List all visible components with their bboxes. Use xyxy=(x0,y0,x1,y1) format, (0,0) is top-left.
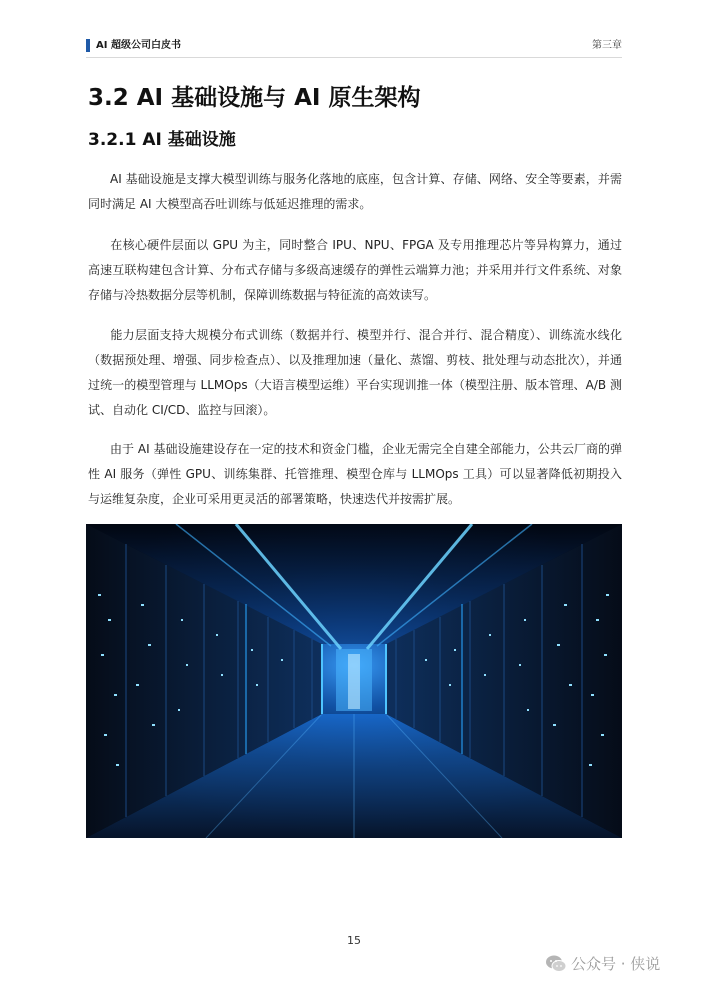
header-accent-bar xyxy=(86,39,90,52)
watermark-text: 公众号 · 侠说 xyxy=(571,955,661,973)
data-center-photo xyxy=(86,524,622,838)
paragraph xyxy=(88,437,622,512)
subsection-heading: 3.2.1 AI 基础设施 xyxy=(88,130,236,150)
paragraph-text: 由于 AI 基础设施建设存在一定的技术和资金门槛，企业无需完全自建全部能力，公共云厂商的弹性 AI 服务（弹性 GPU、训练集群、托管推理、模型仓库与 LLMOps 工具）可以显著降低初期投入与运维复杂度，企业可采用更灵活的部署策略，快速迭代并按需扩展。 xyxy=(88,442,622,506)
header-chapter: 第三章 xyxy=(592,40,622,51)
page-header xyxy=(86,38,622,54)
paragraph xyxy=(88,167,622,217)
header-divider xyxy=(86,57,622,58)
header-title: AI 超级公司白皮书 xyxy=(96,40,181,51)
section-heading: 3.2 AI 基础设施与 AI 原生架构 xyxy=(88,85,421,111)
paragraph-text: AI 基础设施是支撑大模型训练与服务化落地的底座，包含计算、存储、网络、安全等要素，并需同时满足 AI 大模型高吞吐训练与低延迟推理的需求。 xyxy=(88,172,622,211)
paragraph xyxy=(88,233,622,308)
page-number: 15 xyxy=(347,934,361,947)
wechat-official-account-icon xyxy=(545,954,567,974)
paragraph-text: 能力层面支持大规模分布式训练（数据并行、模型并行、混合并行、混合精度）、训练流水线化（数据预处理、增强、同步检查点）、以及推理加速（量化、蒸馏、剪枝、批处理与动态批次），并通过统一的模型管理与 LLMOps（大语言模型运维）平台实现训推一体（模型注册、版本管理、A/B 测试、自动化 CI/CD、监控与回滚）。 xyxy=(88,328,622,417)
paragraph-text: 在核心硬件层面以 GPU 为主，同时整合 IPU、NPU、FPGA 及专用推理芯片等异构算力，通过高速互联构建包含计算、分布式存储与多级高速缓存的弹性云端算力池；并采用并行文件系统、对象存储与冷热数据分层等机制，保障训练数据与特征流的高效读写。 xyxy=(88,238,622,302)
paragraph xyxy=(88,323,622,423)
